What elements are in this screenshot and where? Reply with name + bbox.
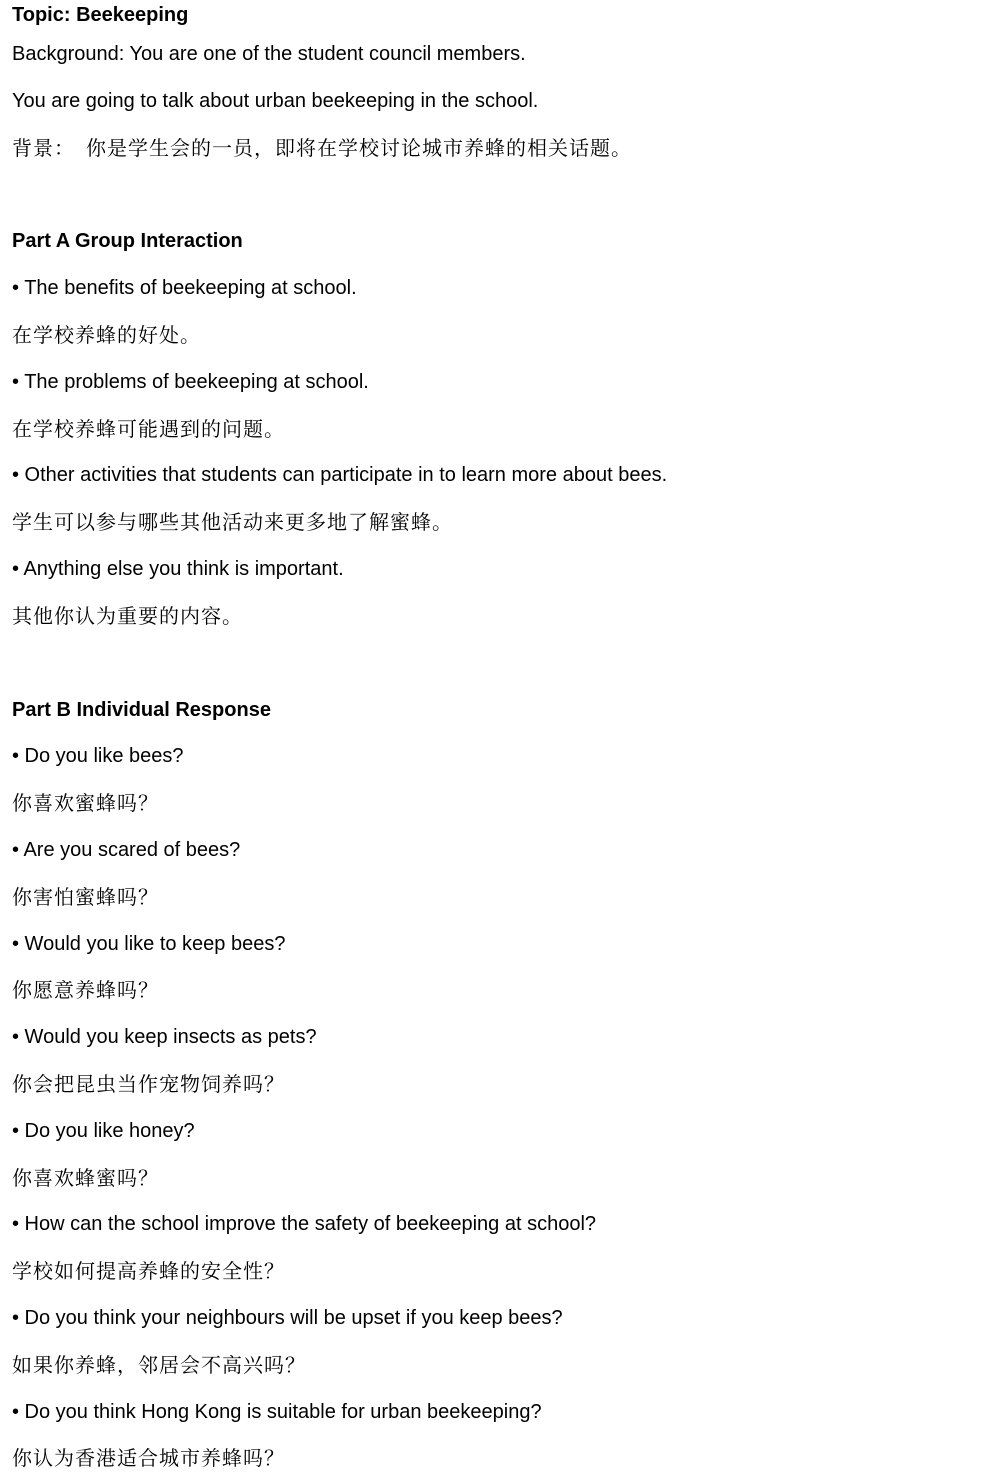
list-item: • Do you think your neighbours will be upset if you keep bees? bbox=[12, 1306, 563, 1329]
list-item-chinese: 你认为香港适合城市养蜂吗？ bbox=[12, 1446, 285, 1471]
list-item: • Do you like bees? bbox=[12, 745, 184, 768]
background-text: Background: You are one of the student council members. bbox=[12, 43, 526, 65]
list-item: • The benefits of beekeeping at school. bbox=[12, 277, 357, 300]
list-item: • Do you like honey? bbox=[12, 1119, 195, 1142]
list-item-chinese: 学生可以参与哪些其他活动来更多地了解蜜蜂。 bbox=[12, 510, 453, 535]
list-item-chinese: 学校如何提高养蜂的安全性？ bbox=[12, 1259, 285, 1284]
section-spacer bbox=[12, 640, 992, 687]
section-spacer bbox=[12, 171, 992, 218]
list-item: • How can the school improve the safety of beekeeping at school? bbox=[12, 1213, 597, 1236]
list-item: • Would you keep insects as pets? bbox=[12, 1026, 317, 1049]
list-item: • Are you scared of bees? bbox=[12, 838, 241, 861]
part-a-list bbox=[12, 265, 992, 639]
list-item-chinese: 其他你认为重要的内容。 bbox=[12, 603, 243, 628]
background-text-2: You are going to talk about urban beekeeping in the school. bbox=[12, 89, 539, 112]
list-item: • The problems of beekeeping at school. bbox=[12, 370, 369, 393]
list-item-chinese: 你愿意养蜂吗？ bbox=[12, 978, 159, 1003]
list-item: • Do you think Hong Kong is suitable for urban beekeeping? bbox=[12, 1400, 542, 1423]
list-item-chinese: 在学校养蜂可能遇到的问题。 bbox=[12, 416, 285, 441]
list-item-chinese: 你喜欢蜂蜜吗？ bbox=[12, 1165, 159, 1190]
part-b-heading: Part B Individual Response bbox=[12, 698, 271, 721]
background-text-chinese: 背景： 你是学生会的一员，即将在学校讨论城市养蜂的相关话题。 bbox=[12, 135, 632, 160]
list-item: • Would you like to keep bees? bbox=[12, 932, 286, 955]
list-item-chinese: 你喜欢蜜蜂吗？ bbox=[12, 791, 159, 816]
document-page bbox=[12, 0, 992, 1482]
list-item-chinese: 你会把昆虫当作宠物饲养吗？ bbox=[12, 1071, 285, 1096]
part-b-list bbox=[12, 733, 992, 1482]
topic-heading: Topic: Beekeeping bbox=[12, 4, 189, 26]
part-a-heading: Part A Group Interaction bbox=[12, 230, 243, 253]
list-item-chinese: 你害怕蜜蜂吗？ bbox=[12, 884, 159, 909]
list-item-chinese: 在学校养蜂的好处。 bbox=[12, 322, 201, 347]
list-item: • Anything else you think is important. bbox=[12, 557, 344, 580]
list-item: • Other activities that students can participate in to learn more about bees. bbox=[12, 464, 668, 487]
list-item-chinese: 如果你养蜂，邻居会不高兴吗？ bbox=[12, 1352, 306, 1377]
